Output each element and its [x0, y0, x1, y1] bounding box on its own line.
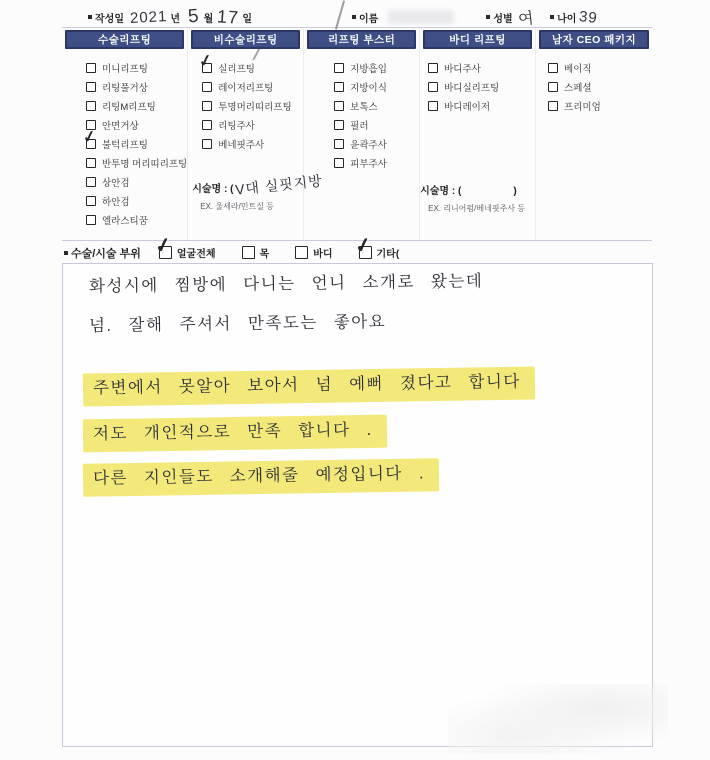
column-header: 비수술리프팅 [191, 30, 300, 49]
checkbox-icon[interactable] [428, 63, 438, 73]
divider [62, 27, 652, 28]
checkbox-icon[interactable] [202, 63, 212, 73]
body-part-option[interactable]: 목 [242, 245, 270, 260]
checkbox-icon[interactable] [86, 63, 96, 73]
column-header: 수술리프팅 [65, 30, 184, 49]
procedure-name-field [420, 181, 525, 214]
checkbox-icon[interactable] [86, 177, 96, 187]
checkbox-icon[interactable] [548, 82, 558, 92]
checkbox-item[interactable]: ✓ 불턱리프팅 [62, 134, 187, 153]
date-month-handwritten: 5 [187, 5, 201, 28]
square-bullet-icon [352, 15, 356, 19]
body-part-option[interactable]: ✓ 기타( [359, 245, 400, 260]
checkbox-icon[interactable] [548, 63, 558, 73]
checkbox-item[interactable]: 보톡스 [304, 96, 419, 115]
checkbox-item[interactable]: 리팅M리프팅 [62, 96, 187, 115]
column-lifting-booster [304, 29, 420, 241]
checkbox-icon[interactable] [428, 101, 438, 111]
checkbox-item[interactable]: 안면거상 [62, 115, 187, 134]
checkbox-icon[interactable] [428, 82, 438, 92]
handwritten-note-line-highlighted: 주변에서 못알아 보아서 넘 예뻐 졌다고 합니다 [83, 370, 535, 403]
checkbox-icon[interactable] [334, 120, 344, 130]
checkbox-item[interactable]: 지방흡입 [304, 58, 419, 77]
checkbox-icon[interactable] [242, 246, 255, 259]
scan-noise-artifact [448, 684, 668, 754]
checkbox-item[interactable]: 바디주사 [420, 58, 535, 77]
gender-value-handwritten: 여 [517, 9, 536, 29]
checkbox-icon[interactable] [359, 246, 372, 259]
procedure-close-paren: ) [513, 186, 517, 197]
age-value-handwritten: 39 [578, 7, 599, 27]
checkbox-item[interactable]: 투명머리띠리프팅 [188, 96, 303, 115]
name-redacted-blur [388, 10, 454, 24]
checkbox-item[interactable]: 미니리프팅 [62, 58, 187, 77]
body-part-row [64, 243, 652, 262]
checkbox-item[interactable]: 바디실리프팅 [420, 77, 535, 96]
checkbox-icon[interactable] [548, 101, 558, 111]
checkbox-item[interactable]: 반투명 머리띠리프팅 [62, 153, 187, 172]
procedure-example-text: EX. 리니어펌/베네핏주사 등 [428, 204, 525, 213]
checkbox-icon[interactable] [334, 139, 344, 149]
square-bullet-icon [486, 15, 490, 19]
year-unit: 년 [170, 13, 181, 25]
checkbox-icon[interactable] [86, 215, 96, 225]
date-year-handwritten: 2021 [129, 7, 168, 27]
checkbox-icon[interactable] [86, 139, 96, 149]
checkbox-item[interactable]: 엘라스티꿈 [62, 210, 187, 229]
checkbox-icon[interactable] [202, 139, 212, 149]
column-body-lifting [420, 29, 536, 241]
column-surgical-lifting [62, 29, 188, 241]
body-part-label: 수술/시술 부위 [71, 247, 141, 260]
checkbox-item[interactable]: 베네핏주사 [188, 134, 303, 153]
month-unit: 월 [203, 13, 214, 25]
square-bullet-icon [64, 251, 68, 255]
checkbox-item[interactable]: 지방이식 [304, 77, 419, 96]
checkbox-item[interactable]: 베이직 [536, 58, 652, 77]
checkbox-icon[interactable] [334, 82, 344, 92]
checkbox-item[interactable]: 프리미엄 [536, 96, 652, 115]
checkbox-item[interactable]: 바디레이저 [420, 96, 535, 115]
checkbox-icon[interactable] [334, 158, 344, 168]
handwritten-note-line: 화성시에 찜방에 다니는 언니 소개로 왔는데 [88, 272, 484, 296]
gender-label: 성별 [493, 13, 513, 25]
checkbox-item[interactable]: 리팅풀거상 [62, 77, 187, 96]
checkbox-icon[interactable] [202, 82, 212, 92]
column-header: 바디 리프팅 [423, 30, 532, 49]
name-label: 이름 [358, 13, 379, 25]
checkbox-icon[interactable] [295, 246, 308, 259]
checkbox-item[interactable]: ✓ 실리프팅 [188, 58, 303, 77]
handwritten-note-line-highlighted: 다른 지인들도 소개해줄 예정입니다 . [83, 461, 439, 494]
procedure-category-table [62, 29, 652, 241]
handwritten-note-line: 넘. 잘해 주셔서 만족도는 좋아요 [88, 312, 387, 336]
checkbox-item[interactable]: 스페셜 [536, 77, 652, 96]
checkbox-icon[interactable] [334, 101, 344, 111]
checkbox-item[interactable]: 피부주사 [304, 153, 419, 172]
age-label: 나이 [557, 13, 577, 25]
date-label: 작성일 [95, 13, 124, 25]
checkbox-icon[interactable] [202, 101, 212, 111]
handwritten-note-line-highlighted: 저도 개인적으로 만족 합니다 . [83, 417, 387, 450]
checkbox-icon[interactable] [86, 158, 96, 168]
column-header: 리프팅 부스터 [307, 30, 416, 49]
checkbox-item[interactable]: 하안검 [62, 191, 187, 210]
checkbox-icon[interactable] [202, 120, 212, 130]
checkbox-icon[interactable] [159, 246, 172, 259]
procedure-name-label: 시술명 : ( [192, 184, 234, 195]
body-part-option[interactable]: ✓ 얼굴전체 [159, 245, 216, 260]
checkbox-item[interactable]: 상안검 [62, 172, 187, 191]
day-unit: 일 [242, 13, 252, 25]
checkbox-icon[interactable] [86, 82, 96, 92]
column-nonsurgical-lifting [188, 29, 324, 241]
date-day-handwritten: 17 [216, 5, 241, 28]
comments-box [62, 263, 653, 747]
procedure-example-text: EX. 울세라/민트실 등 [200, 202, 274, 211]
column-header: 남자 CEO 패키지 [539, 30, 649, 49]
square-bullet-icon [88, 15, 92, 19]
form-header-row [88, 6, 648, 28]
body-part-option[interactable]: 바디 [295, 245, 332, 260]
checkbox-icon[interactable] [86, 196, 96, 206]
column-mens-ceo-package [536, 29, 652, 241]
procedure-name-handwritten: V대 실핏지방 [234, 172, 324, 198]
checkbox-item[interactable]: 필러 [304, 115, 419, 134]
checkbox-icon[interactable] [86, 101, 96, 111]
checkbox-item[interactable]: 윤곽주사 [304, 134, 419, 153]
checkbox-item[interactable]: 레이저리프팅 [188, 77, 303, 96]
square-bullet-icon [550, 15, 554, 19]
checkbox-icon[interactable] [334, 63, 344, 73]
checkbox-item[interactable]: 리팅주사 [188, 115, 303, 134]
procedure-name-label: 시술명 : ( [420, 186, 462, 197]
